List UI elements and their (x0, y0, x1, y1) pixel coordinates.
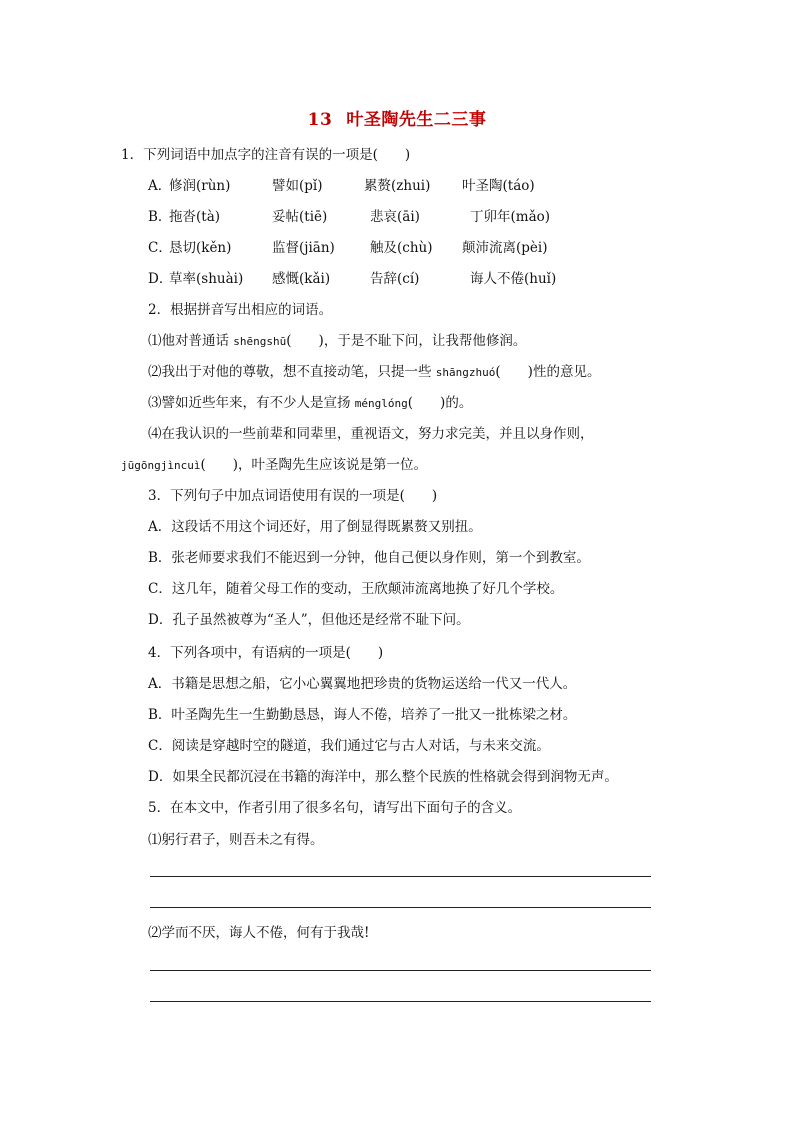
option-letter: B． (148, 209, 172, 225)
option-item: 感慨(kǎi) (272, 271, 331, 287)
option-letter: C． (148, 240, 172, 256)
q2-stem: 2．根据拼音写出相应的词语。 (148, 302, 333, 318)
q4-option-c: C．阅读是穿越时空的隧道，我们通过它与古人对话，与未来交流。 (148, 738, 550, 754)
q5-stem: 5．在本文中，作者引用了很多名句，请写出下面句子的含义。 (148, 800, 522, 816)
page-title (0, 105, 794, 130)
answer-line[interactable] (150, 907, 651, 908)
pinyin-prompt: shēngshū (233, 335, 287, 348)
option-item: 丁卯年(mǎo) (470, 209, 551, 225)
q2-sentence-2: ⑵我出于对他的尊敬，想不直接动笔，只提一些 shāngzhuó( )性的意见。 (148, 364, 601, 380)
pinyin-prompt: jūgōngjìncuì (121, 459, 201, 472)
option-item: 妥帖(tiē) (272, 209, 328, 225)
q3-option-a: A．这段话不用这个词还好，用了倒显得既累赘又别扭。 (148, 519, 482, 535)
q3-option-c: C．这几年，随着父母工作的变动，王欣颠沛流离地换了好几个学校。 (148, 581, 564, 597)
option-item: 恳切(kěn) (169, 240, 232, 256)
q3-option-b: B．张老师要求我们不能迟到一分钟，他自己便以身作则，第一个到教室。 (148, 550, 590, 566)
q4-stem: 4．下列各项中，有语病的一项是( ) (148, 645, 384, 661)
option-item: 颠沛流离(pèi) (462, 240, 548, 256)
q4-option-d: D．如果全民都沉浸在书籍的海洋中，那么整个民族的性格就会得到润物无声。 (148, 769, 618, 785)
option-item: 修润(rùn) (169, 178, 231, 194)
option-item: 累赘(zhui) (364, 178, 431, 194)
option-item: 告辞(cí) (370, 271, 420, 287)
lesson-title: 叶圣陶先生二三事 (346, 110, 487, 130)
q5-sentence-2: ⑵学而不厌，诲人不倦，何有于我哉! (148, 925, 370, 941)
q2-sentence-4-cont: jūgōngjìncuì( )，叶圣陶先生应该说是第一位。 (121, 457, 428, 473)
q1-stem: 1．下列词语中加点字的注音有误的一项是( ) (121, 147, 411, 163)
answer-line[interactable] (150, 970, 651, 971)
q2-sentence-3: ⑶譬如近些年来，有不少人是宣扬 ménglóng( )的。 (148, 395, 473, 411)
q4-option-b: B．叶圣陶先生一生勤勤恳恳，诲人不倦，培养了一批又一批栋梁之材。 (148, 707, 577, 723)
option-item: 触及(chù) (370, 240, 433, 256)
pinyin-prompt: shāngzhuó (435, 366, 496, 379)
option-letter: A． (148, 178, 172, 194)
lesson-number: 13 (307, 110, 333, 130)
option-item: 诲人不倦(huǐ) (470, 271, 557, 287)
option-item: 悲哀(āi) (370, 209, 420, 225)
q3-option-d: D．孔子虽然被尊为“圣人”，但他还是经常不耻下问。 (148, 612, 470, 628)
q4-option-a: A．书籍是思想之船，它小心翼翼地把珍贵的货物运送给一代又一代人。 (148, 676, 577, 692)
q3-stem: 3．下列句子中加点词语使用有误的一项是( ) (148, 488, 438, 504)
option-letter: D． (148, 271, 173, 287)
option-item: 草率(shuài) (169, 271, 244, 287)
option-item: 譬如(pǐ) (272, 178, 323, 194)
answer-line[interactable] (150, 1001, 651, 1002)
pinyin-prompt: ménglóng (354, 397, 408, 410)
q5-sentence-1: ⑴躬行君子，则吾未之有得。 (148, 832, 324, 848)
option-item: 拖沓(tà) (169, 209, 221, 225)
q2-sentence-4: ⑷在我认识的一些前辈和同辈里，重视语文，努力求完美，并且以身作则， (148, 426, 594, 442)
q2-sentence-1: ⑴他对普通话 shēngshū( )，于是不耻下问，让我帮他修润。 (148, 333, 527, 349)
option-item: 监督(jiān) (272, 240, 335, 256)
option-item: 叶圣陶(táo) (462, 178, 535, 194)
answer-line[interactable] (150, 876, 651, 877)
